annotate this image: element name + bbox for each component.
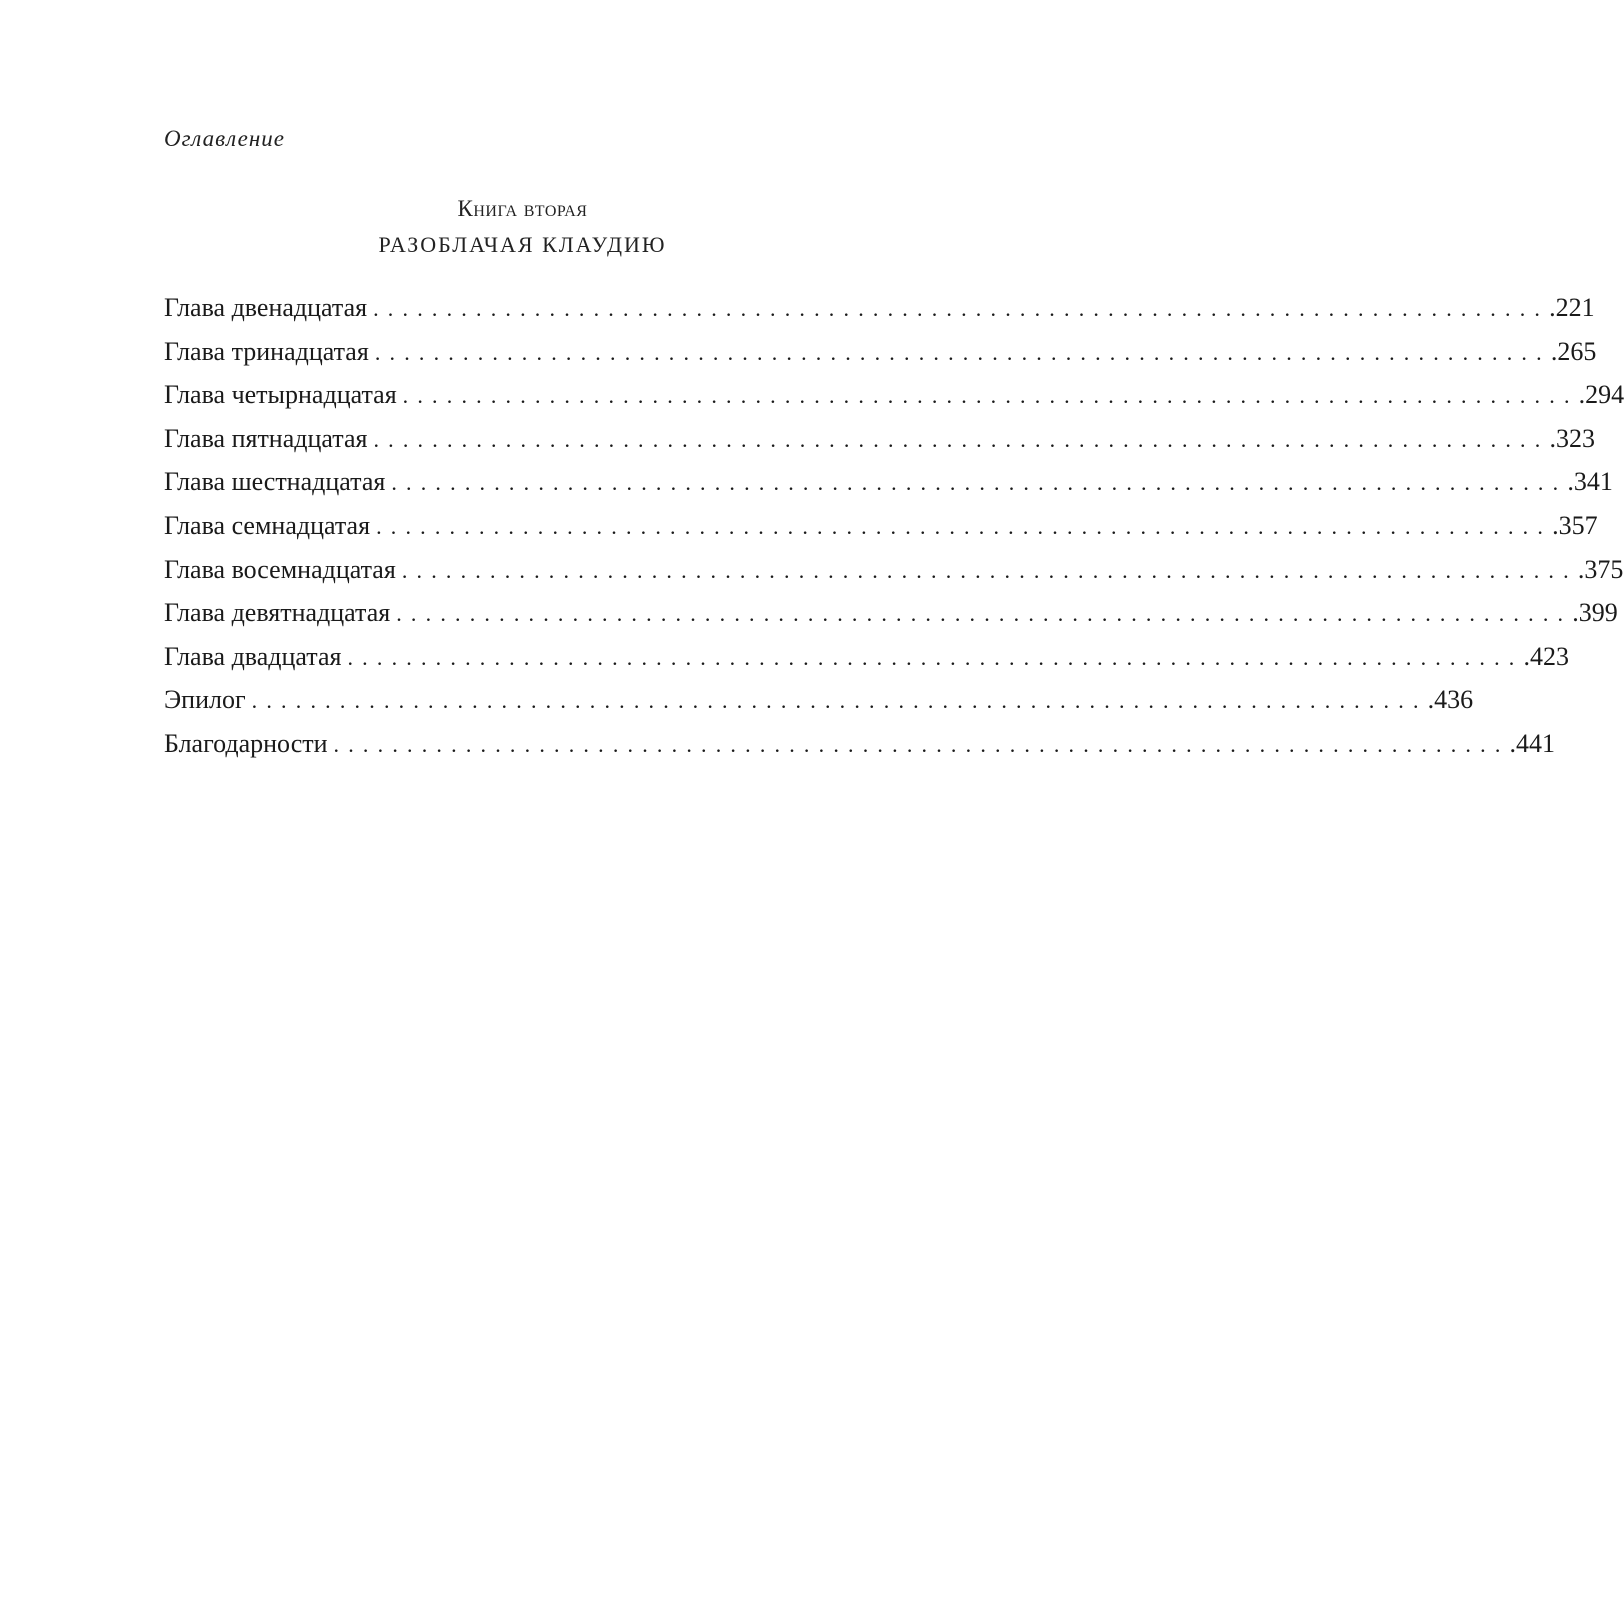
- toc-entry-page: .323: [1549, 423, 1595, 453]
- toc-entry-title: Глава пятнадцатая: [164, 423, 368, 453]
- toc-dot-leader: ................................................................................: [374, 339, 1551, 365]
- toc-entry-page: .265: [1550, 336, 1597, 366]
- toc-dot-leader: ................................................................................: [347, 644, 1524, 670]
- toc-entry-title: Благодарности: [164, 728, 328, 758]
- table-of-contents: [164, 286, 1624, 766]
- toc-entry: [164, 286, 1595, 330]
- toc-entry-page: .221: [1549, 293, 1595, 322]
- toc-entry-title: Глава четырнадцатая: [164, 380, 397, 410]
- toc-entry: [164, 678, 1474, 722]
- toc-entry-page: .357: [1552, 510, 1598, 540]
- toc-entry-title: Глава семнадцатая: [164, 510, 371, 540]
- toc-entry: [164, 417, 1595, 461]
- book-part-label: Книга вторая: [457, 196, 588, 221]
- toc-dot-leader: ................................................................................: [401, 557, 1578, 583]
- toc-entry-page: .436: [1427, 685, 1474, 715]
- toc-entry-title: Глава двенадцатая: [164, 293, 368, 322]
- toc-entry-title: Глава восемнадцатая: [164, 554, 396, 584]
- toc-dot-leader: ................................................................................: [402, 383, 1579, 409]
- toc-dot-leader: ................................................................................: [376, 513, 1553, 539]
- toc-entry-page: .294: [1578, 380, 1624, 410]
- toc-entry: [164, 330, 1597, 374]
- running-head: Оглавление: [164, 126, 286, 151]
- toc-dot-leader: ................................................................................: [373, 296, 1550, 321]
- toc-entry: [164, 591, 1618, 635]
- toc-entry-page: .375: [1577, 554, 1624, 584]
- toc-entry-page: .341: [1567, 467, 1613, 497]
- toc-dot-leader: ................................................................................: [396, 601, 1573, 627]
- book-part-title: РАЗОБЛАЧАЯ КЛАУДИЮ: [378, 232, 667, 257]
- toc-entry-page: .399: [1572, 598, 1618, 628]
- toc-entry-title: Глава двадцатая: [164, 641, 342, 671]
- toc-dot-leader: ................................................................................: [333, 731, 1510, 757]
- toc-dot-leader: ................................................................................: [391, 470, 1568, 496]
- toc-entry-title: Эпилог: [164, 685, 246, 715]
- toc-entry: [164, 548, 1624, 592]
- toc-entry: [164, 722, 1556, 766]
- toc-entry-title: Глава девятнадцатая: [164, 598, 391, 628]
- toc-dot-leader: ................................................................................: [373, 426, 1550, 452]
- toc-entry: [164, 460, 1613, 504]
- toc-entry: [164, 373, 1624, 417]
- toc-entry-page: .441: [1509, 728, 1556, 758]
- toc-entry-page: .423: [1523, 641, 1569, 671]
- toc-dot-leader: ................................................................................: [251, 688, 1428, 714]
- toc-entry-title: Глава шестнадцатая: [164, 467, 386, 497]
- toc-entry-title: Глава тринадцатая: [164, 336, 369, 366]
- toc-entry: [164, 635, 1569, 679]
- toc-entry: [164, 504, 1598, 548]
